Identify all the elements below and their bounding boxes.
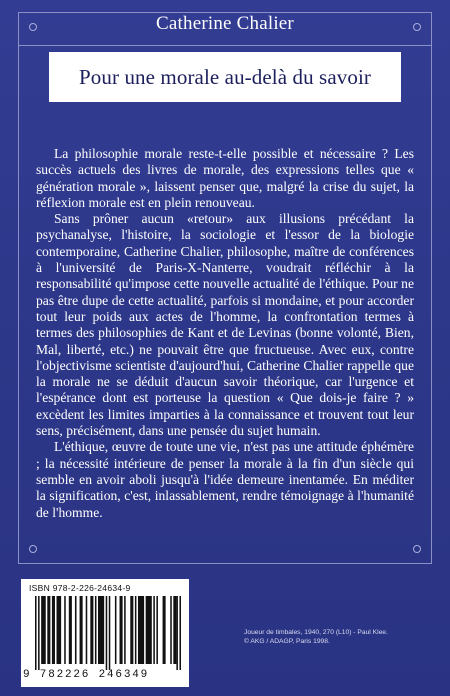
ean-digits: 9 782226 246349 (23, 669, 150, 681)
barcode-bar (176, 596, 178, 670)
barcode-bar (57, 596, 62, 664)
author-name: Catherine Chalier (156, 13, 294, 34)
image-credit-line-2: © AKG / ADAGP, Paris 1998. (244, 638, 330, 645)
barcode-bar (47, 596, 50, 664)
barcode-bar (106, 596, 108, 670)
barcode-bar (115, 596, 117, 664)
barcode-bar (86, 596, 88, 664)
barcode-bar (90, 596, 93, 664)
barcode-bar (135, 596, 137, 664)
header-divider (18, 45, 432, 46)
barcode-bar (156, 596, 158, 664)
blurb-paragraph-1: La philosophie morale reste-t-elle possible et nécessaire ? Les succès actuels des livres de morale, des expressions telles que « génération morale », laissent penser que, malgré la crise du sujet, la réflexion morale est en plein renouveau. (36, 146, 414, 210)
barcode-bar (109, 596, 111, 670)
barcode-bar (179, 596, 181, 670)
barcode-bar (170, 596, 172, 664)
corner-ornament-bottom-right (413, 545, 421, 553)
barcode-label (21, 579, 189, 687)
barcode-bar (173, 596, 176, 664)
image-credit (244, 628, 444, 646)
barcode-bar (98, 596, 104, 664)
barcode-bar (163, 596, 166, 664)
title-banner (49, 52, 401, 102)
barcode-bar (153, 596, 155, 664)
barcode-bar (130, 596, 133, 664)
barcode-bar (120, 596, 123, 664)
blurb-paragraph-3: L'éthique, œuvre de toute une vie, n'est pas une attitude éphémère ; la nécessité intérieure de penser la morale à la fin d'un siècle qui semble en avoir aboli jusqu'à l'idée demeure inentamée. En méditer la signification, c'est, inlassablement, rendre témoignage à l'humanité de l'homme. (36, 439, 414, 520)
barcode-bar (35, 596, 37, 670)
barcode-bar (75, 596, 77, 664)
barcode-bar (41, 596, 46, 664)
barcode-bars (35, 596, 181, 670)
barcode-bar (95, 596, 97, 664)
blurb (36, 146, 414, 521)
image-credit-line-1: Joueur de timbales, 1940, 270 (L10) - Paul Klee. (244, 629, 388, 636)
barcode-bar (138, 596, 144, 664)
barcode-bar (52, 596, 55, 664)
barcode-bar (124, 596, 126, 664)
barcode-bar (146, 596, 152, 664)
barcode-bar (64, 596, 66, 664)
barcode-bar (80, 596, 83, 664)
corner-ornament-bottom-left (29, 545, 37, 553)
isbn-number: ISBN 978-2-226-24634-9 (29, 583, 131, 593)
barcode-bar (69, 596, 72, 664)
barcode-bar (38, 596, 40, 670)
blurb-paragraph-2: Sans prôner aucun «retour» aux illusions précédant la psychanalyse, l'histoire, la sociologie et l'essor de la biologie contemporaine, Catherine Chalier, philosophe, maître de conférences à l'université de Paris-X-Nanterre, voudrait réfléchir à la responsabilité qu'impose cette nouvelle actualité de l'éthique. Pour ne pas être dupe de cette actualité, parfois si mondaine, et pour accorder tout leur poids aux actes de l'homme, la confrontation termes à termes des philosophies de Kant et de Levinas (bonne volonté, Bien, Mal, liberté, etc.) ne pouvait être que fructueuse. Avec eux, contre l'objectivisme scientiste d'aujourd'hui, Catherine Chalier rappelle que la morale ne se déduit d'aucun savoir théorique, car l'urgence et l'espérance dont est porteuse la question « Que dois-je faire ? » excèdent les limites imparties à la connaissance et trouvent tout leur sens, précisément, dans une pensée du sujet humain. (36, 211, 414, 439)
book-title: Pour une morale au-delà du savoir (79, 64, 371, 89)
